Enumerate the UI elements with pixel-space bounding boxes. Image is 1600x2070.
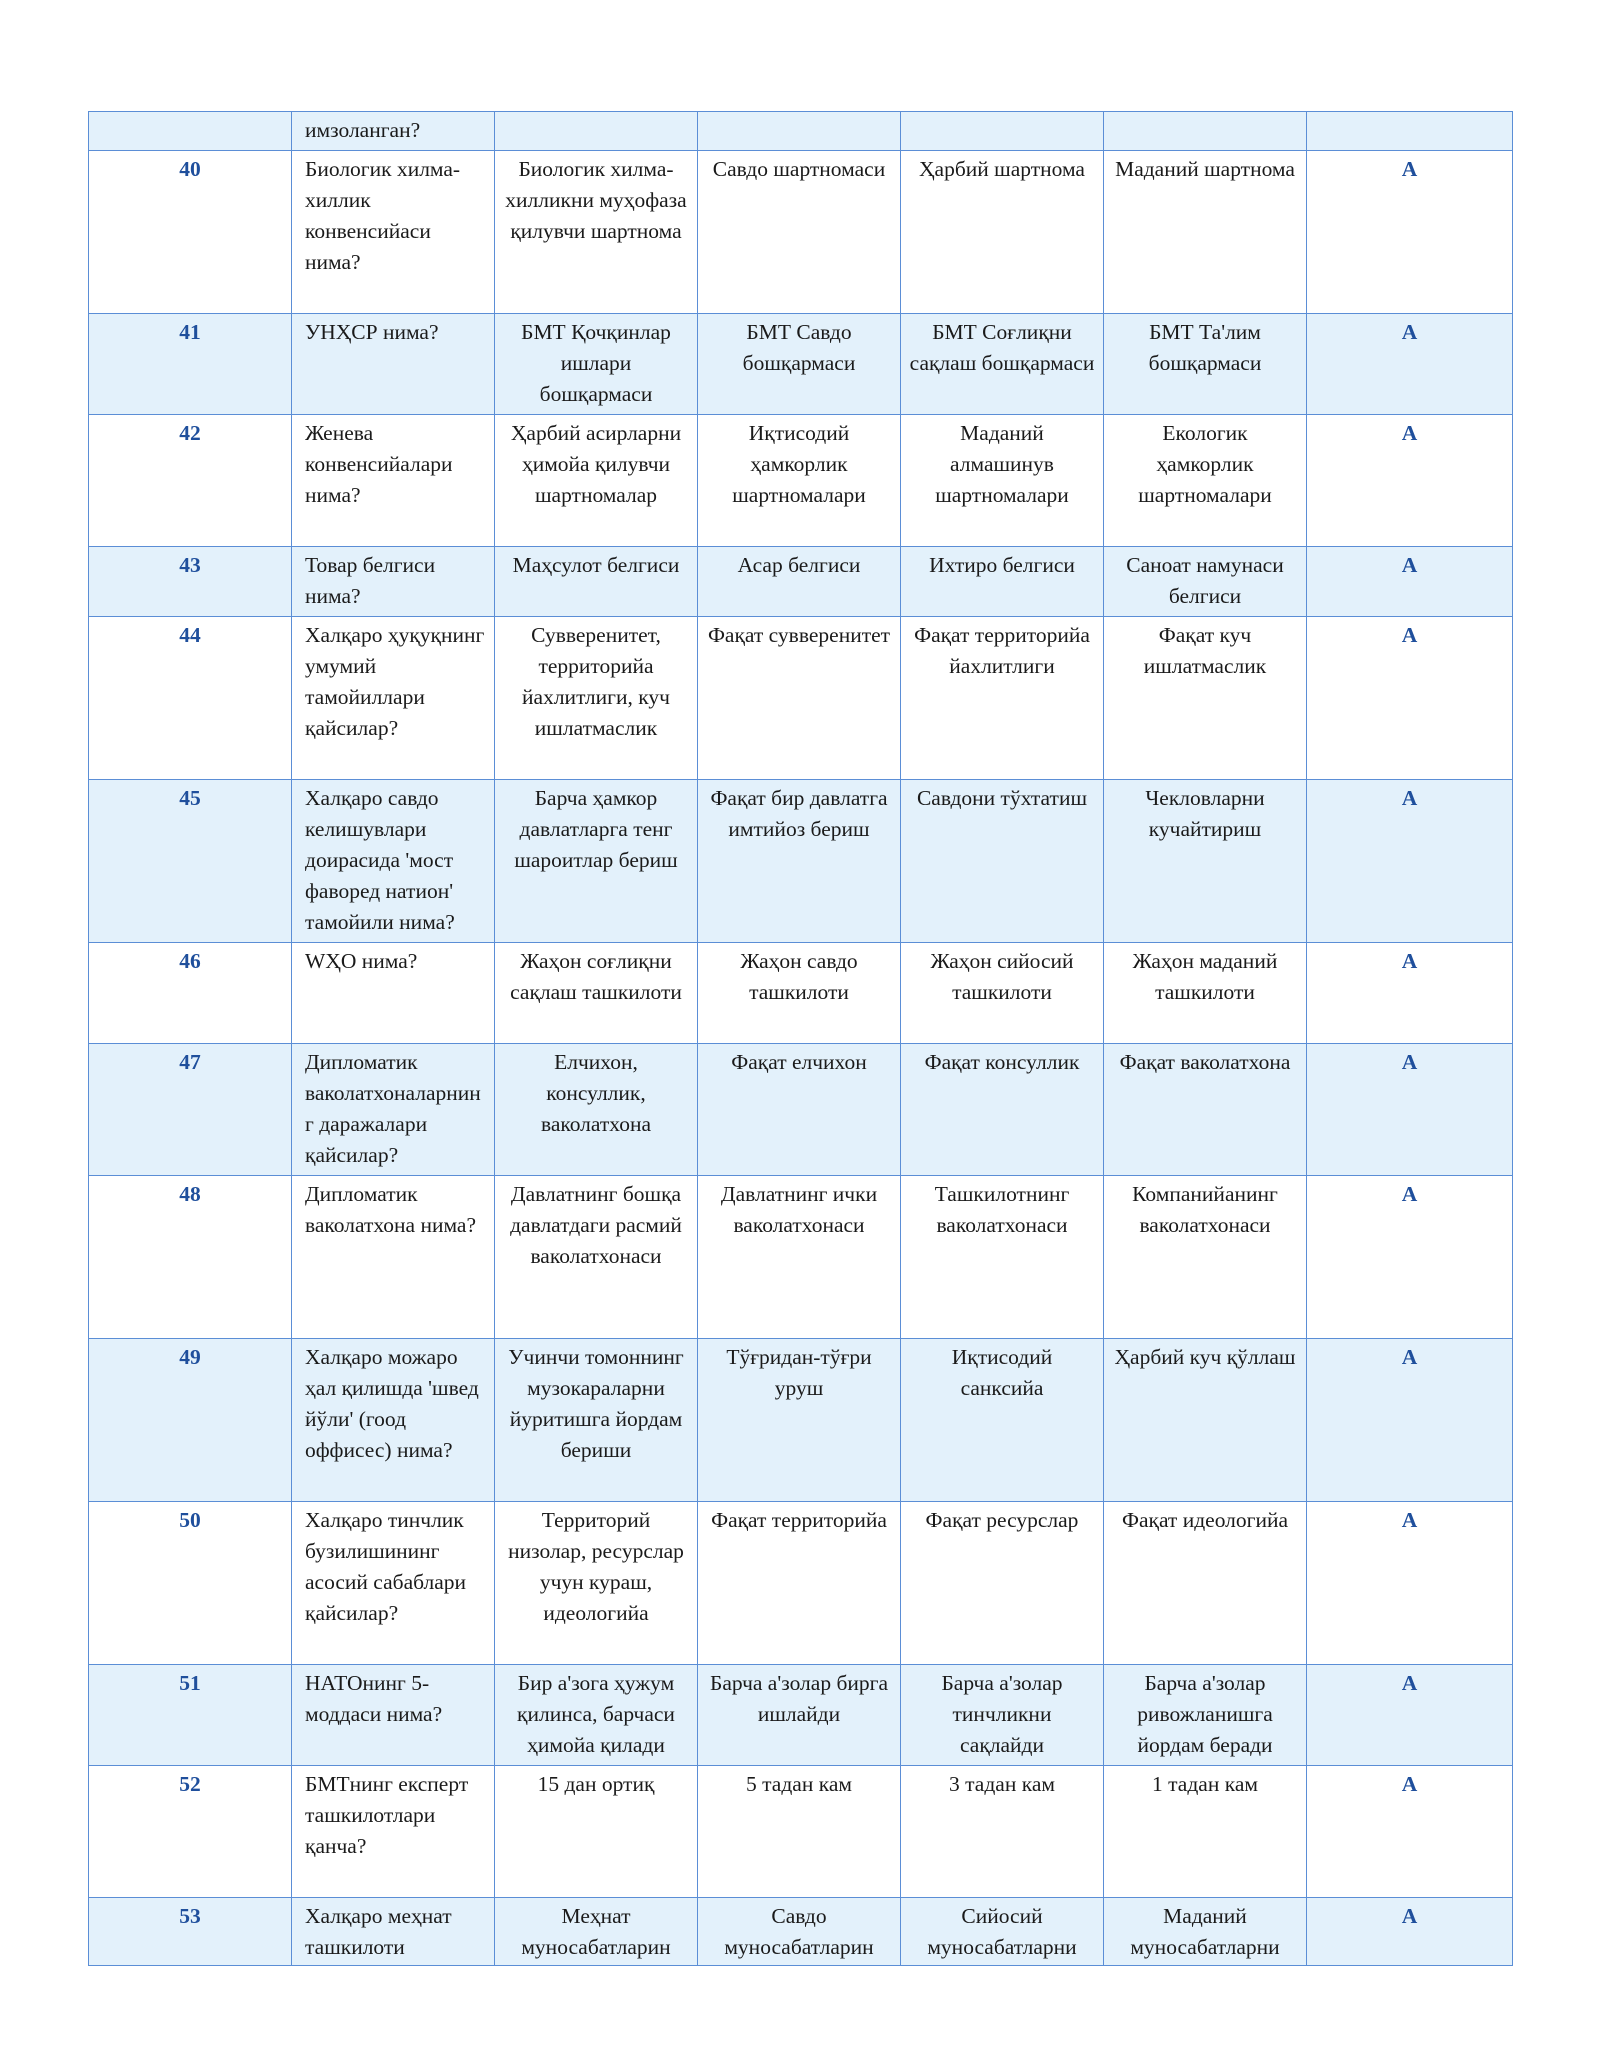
question-cell: Халқаро можаро ҳал қилишда 'швед йўли' (гоод оффисес) нима? (292, 1339, 495, 1502)
option-b-cell: 5 тадан кам (698, 1766, 901, 1898)
option-d-cell: Чекловларни кучайтириш (1104, 780, 1307, 943)
table-row (89, 1502, 1513, 1665)
option-a-cell: Ҳарбий асирларни ҳимойа қилувчи шартномалар (495, 415, 698, 547)
answer-cell: A (1307, 1502, 1513, 1665)
answer-cell: A (1307, 1339, 1513, 1502)
option-a-cell: Давлатнинг бошқа давлатдаги расмий ваколатхонаси (495, 1176, 698, 1339)
answer-cell (1307, 112, 1513, 151)
answer-cell: A (1307, 1665, 1513, 1766)
option-d-cell: Компанийанинг ваколатхонаси (1104, 1176, 1307, 1339)
option-c-cell: Жаҳон сийосий ташкилоти (901, 943, 1104, 1044)
option-d-cell: 1 тадан кам (1104, 1766, 1307, 1898)
table-row (89, 1898, 1513, 1966)
option-d-cell: БМТ Та'лим бошқармаси (1104, 314, 1307, 415)
question-cell: Халқаро тинчлик бузилишининг асосий сабаблари қайсилар? (292, 1502, 495, 1665)
question-cell: Женева конвенсийалари нима? (292, 415, 495, 547)
option-b-cell: Фақат территорийа (698, 1502, 901, 1665)
row-number: 44 (89, 617, 292, 780)
row-number: 50 (89, 1502, 292, 1665)
answer-cell: A (1307, 1898, 1513, 1966)
option-a-cell (495, 112, 698, 151)
option-a-cell: Барча ҳамкор давлатларга тенг шароитлар бериш (495, 780, 698, 943)
question-cell: Халқаро савдо келишувлари доирасида 'мост фаворед натион' тамойили нима? (292, 780, 495, 943)
table-row (89, 112, 1513, 151)
option-a-cell: Меҳнат муносабатларин (495, 1898, 698, 1966)
table-row (89, 547, 1513, 617)
question-cell: Халқаро ҳуқуқнинг умумий тамойиллари қайсилар? (292, 617, 495, 780)
row-number: 43 (89, 547, 292, 617)
option-c-cell: Фақат ресурслар (901, 1502, 1104, 1665)
question-cell: УНҲСР нима? (292, 314, 495, 415)
option-c-cell: 3 тадан кам (901, 1766, 1104, 1898)
option-b-cell: Асар белгиси (698, 547, 901, 617)
table-row (89, 1766, 1513, 1898)
option-c-cell: Ташкилотнинг ваколатхонаси (901, 1176, 1104, 1339)
question-cell: Дипломатик ваколатхоналарнинг даражалари қайсилар? (292, 1044, 495, 1176)
option-b-cell: Иқтисодий ҳамкорлик шартномалари (698, 415, 901, 547)
option-c-cell: Барча а'золар тинчликни сақлайди (901, 1665, 1104, 1766)
answer-cell: A (1307, 547, 1513, 617)
table-row (89, 1176, 1513, 1339)
table-row (89, 1044, 1513, 1176)
answer-cell: A (1307, 415, 1513, 547)
option-c-cell: БМТ Соғлиқни сақлаш бошқармаси (901, 314, 1104, 415)
question-cell: БМТнинг експерт ташкилотлари қанча? (292, 1766, 495, 1898)
option-d-cell: Жаҳон маданий ташкилоти (1104, 943, 1307, 1044)
answer-cell: A (1307, 1044, 1513, 1176)
question-cell: Биологик хилма-хиллик конвенсийаси нима? (292, 151, 495, 314)
row-number: 52 (89, 1766, 292, 1898)
answer-cell: A (1307, 1766, 1513, 1898)
option-a-cell: Суввеpенитет, территорийа йахлитлиги, куч ишлатмаслик (495, 617, 698, 780)
answer-cell: A (1307, 1176, 1513, 1339)
option-b-cell: Барча а'золар бирга ишлайди (698, 1665, 901, 1766)
table-row (89, 617, 1513, 780)
option-d-cell: Маданий муносабатларни (1104, 1898, 1307, 1966)
answer-cell: A (1307, 780, 1513, 943)
option-b-cell: Тўғридан-тўғри уруш (698, 1339, 901, 1502)
answer-cell: A (1307, 617, 1513, 780)
option-d-cell: Саноат намунаси белгиси (1104, 547, 1307, 617)
row-number: 46 (89, 943, 292, 1044)
table-row (89, 1339, 1513, 1502)
row-number: 45 (89, 780, 292, 943)
option-b-cell: Фақат суввеpенитет (698, 617, 901, 780)
table-row (89, 415, 1513, 547)
row-number: 41 (89, 314, 292, 415)
option-d-cell: Фақат ваколатхона (1104, 1044, 1307, 1176)
option-b-cell: Жаҳон савдо ташкилоти (698, 943, 901, 1044)
option-b-cell: БМТ Савдо бошқармаси (698, 314, 901, 415)
question-cell: НАТОнинг 5-моддаси нима? (292, 1665, 495, 1766)
option-c-cell: Савдони тўхтатиш (901, 780, 1104, 943)
answer-cell: A (1307, 943, 1513, 1044)
option-a-cell: Жаҳон соғлиқни сақлаш ташкилоти (495, 943, 698, 1044)
table-row (89, 780, 1513, 943)
option-c-cell (901, 112, 1104, 151)
row-number: 47 (89, 1044, 292, 1176)
option-c-cell: Фақат консуллик (901, 1044, 1104, 1176)
table-row (89, 943, 1513, 1044)
option-c-cell: Фақат территорийа йахлитлиги (901, 617, 1104, 780)
row-number: 53 (89, 1898, 292, 1966)
option-c-cell: Ҳарбий шартнома (901, 151, 1104, 314)
row-number: 49 (89, 1339, 292, 1502)
option-a-cell: Учинчи томоннинг музокараларни йуритишга йордам бериши (495, 1339, 698, 1502)
option-d-cell: Барча а'золар ривожланишга йордам беради (1104, 1665, 1307, 1766)
question-cell: WҲО нима? (292, 943, 495, 1044)
option-a-cell: Бир а'зога ҳужум қилинса, барчаси ҳимойа қилади (495, 1665, 698, 1766)
option-a-cell: БМТ Қочқинлар ишлари бошқармаси (495, 314, 698, 415)
option-b-cell: Фақат бир давлатга имтийоз бериш (698, 780, 901, 943)
row-number: 51 (89, 1665, 292, 1766)
option-a-cell: Маҳсулот белгиси (495, 547, 698, 617)
option-c-cell: Маданий алмашинув шартномалари (901, 415, 1104, 547)
option-d-cell (1104, 112, 1307, 151)
option-c-cell: Сийосий муносабатларни (901, 1898, 1104, 1966)
row-number: 42 (89, 415, 292, 547)
option-a-cell: Елчихон, консуллик, ваколатхона (495, 1044, 698, 1176)
row-number: 40 (89, 151, 292, 314)
option-d-cell: Маданий шартнома (1104, 151, 1307, 314)
option-c-cell: Иқтисодий санксийа (901, 1339, 1104, 1502)
table-row (89, 151, 1513, 314)
answer-cell: A (1307, 314, 1513, 415)
row-number (89, 112, 292, 151)
question-cell: Товар белгиси нима? (292, 547, 495, 617)
option-a-cell: 15 дан ортиқ (495, 1766, 698, 1898)
option-b-cell: Давлатнинг ички ваколатхонаси (698, 1176, 901, 1339)
option-b-cell: Савдо муносабатларин (698, 1898, 901, 1966)
answer-cell: A (1307, 151, 1513, 314)
option-d-cell: Екологик ҳамкорлик шартномалари (1104, 415, 1307, 547)
table-row (89, 1665, 1513, 1766)
option-b-cell (698, 112, 901, 151)
option-c-cell: Ихтиро белгиси (901, 547, 1104, 617)
option-a-cell: Биологик хилма-хилликни муҳофаза қилувчи шартнома (495, 151, 698, 314)
option-d-cell: Ҳарбий куч қўллаш (1104, 1339, 1307, 1502)
question-cell: имзоланган? (292, 112, 495, 151)
option-d-cell: Фақат куч ишлатмаслик (1104, 617, 1307, 780)
document-page (88, 111, 1513, 1966)
option-b-cell: Фақат елчихон (698, 1044, 901, 1176)
row-number: 48 (89, 1176, 292, 1339)
option-a-cell: Территорий низолар, ресурслар учун кураш, идеологийа (495, 1502, 698, 1665)
table-row (89, 314, 1513, 415)
quiz-table (88, 111, 1513, 1966)
question-cell: Халқаро меҳнат ташкилоти (292, 1898, 495, 1966)
question-cell: Дипломатик ваколатхона нима? (292, 1176, 495, 1339)
option-b-cell: Савдо шартномаси (698, 151, 901, 314)
option-d-cell: Фақат идеологийа (1104, 1502, 1307, 1665)
